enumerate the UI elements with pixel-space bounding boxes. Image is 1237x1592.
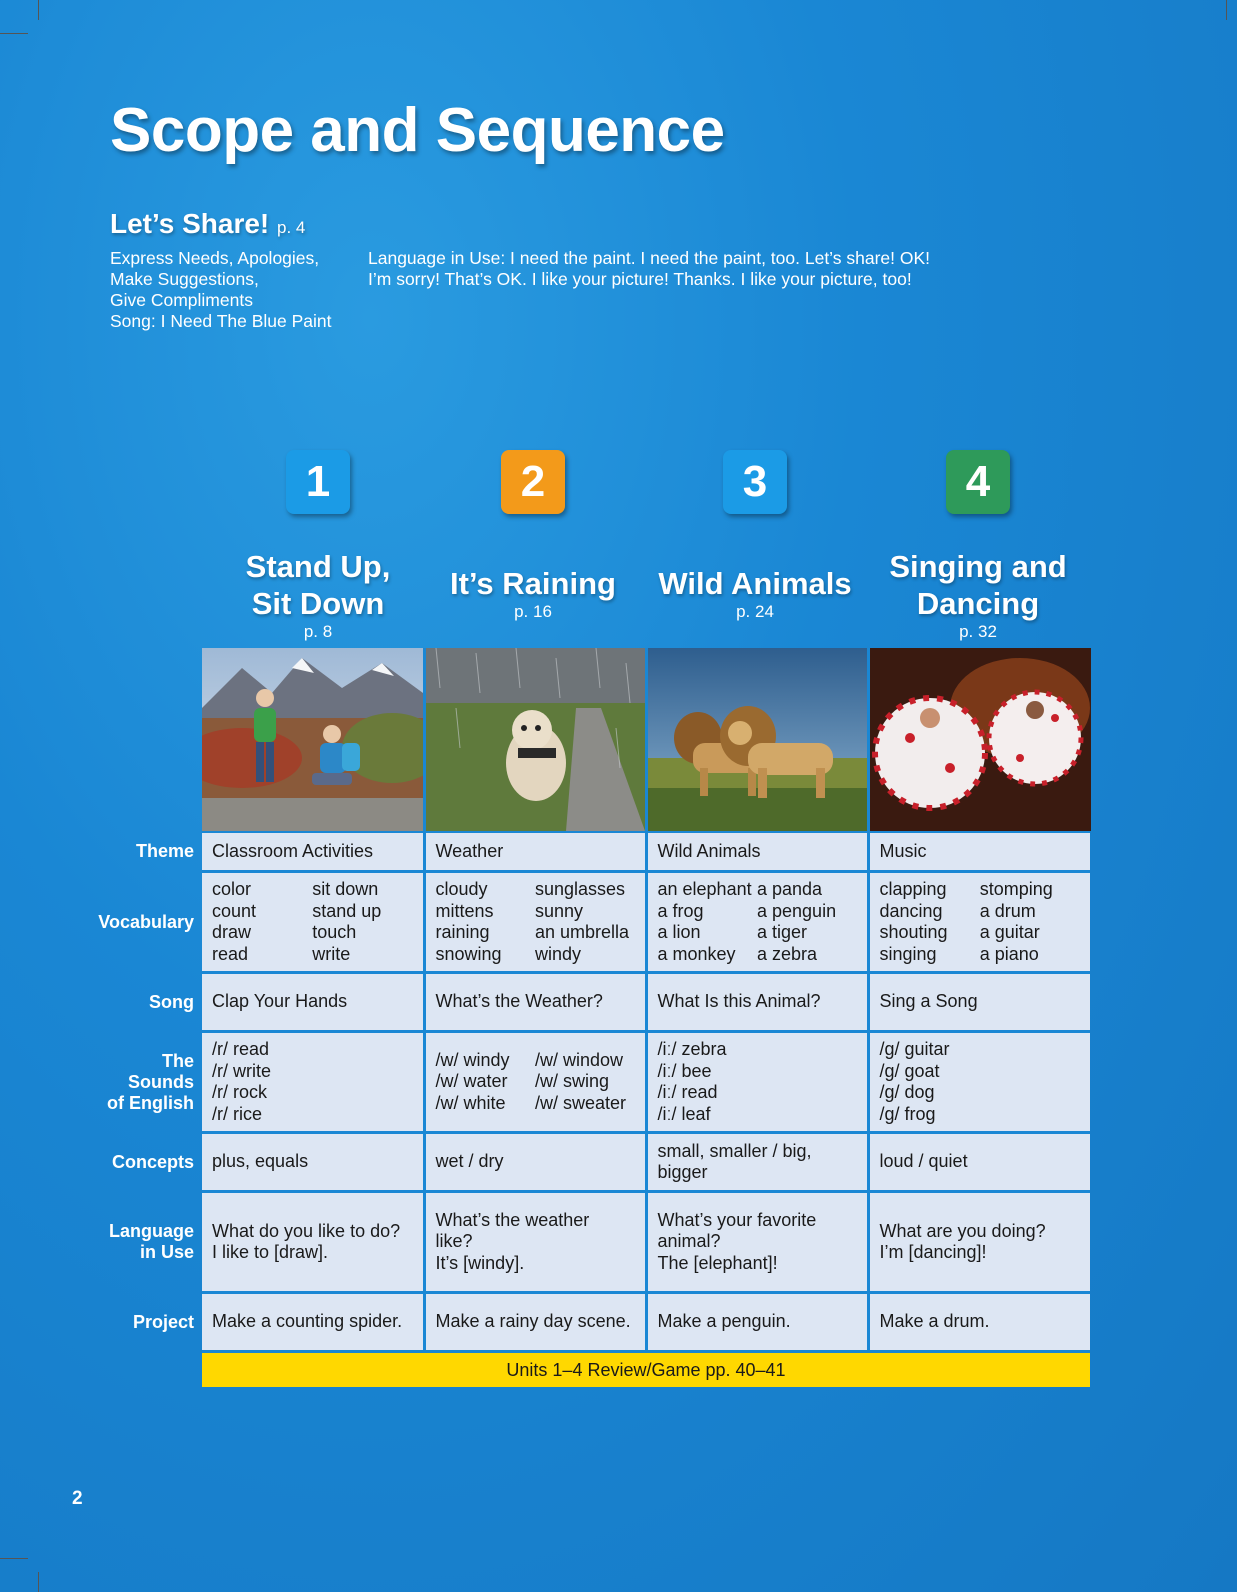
share-line: Express Needs, Apologies, xyxy=(110,248,320,268)
unit-page: p. 24 xyxy=(736,602,774,621)
language-line: What’s the weather xyxy=(435,1209,590,1230)
unit-title: Sit Down xyxy=(251,586,385,621)
song-cell: Sing a Song xyxy=(868,973,1090,1032)
unit-number-badge: 2 xyxy=(501,450,565,514)
unit-title: Singing and xyxy=(889,549,1067,584)
vocabulary-cell xyxy=(646,872,868,973)
row-label-line: of English xyxy=(107,1092,194,1113)
sound-item: /g/ frog xyxy=(879,1103,936,1124)
project-cell: Make a rainy day scene. xyxy=(424,1293,646,1352)
unit-title: It’s Raining xyxy=(450,566,616,601)
unit-page: p. 16 xyxy=(514,602,552,621)
dancers-photo xyxy=(868,648,1090,832)
sound-item: /w/ windy xyxy=(435,1049,510,1070)
vocab-word: sunglasses xyxy=(535,879,626,899)
vocabulary-cell xyxy=(202,872,424,973)
song-cell: What’s the Weather? xyxy=(424,973,646,1032)
vocabulary-row xyxy=(92,872,1090,973)
song-cell: Clap Your Hands xyxy=(202,973,424,1032)
language-line: The [elephant]! xyxy=(657,1252,778,1273)
theme-row xyxy=(92,832,1090,872)
concepts-cell xyxy=(868,1133,1090,1192)
sound-item: /iː/ zebra xyxy=(657,1039,727,1059)
concepts-cell xyxy=(202,1133,424,1192)
song-cell: What Is this Animal? xyxy=(646,973,868,1032)
vocab-word: a piano xyxy=(979,943,1039,964)
unit-4-header xyxy=(878,450,1078,642)
sounds-cell xyxy=(646,1032,868,1133)
row-label-line: The Sounds xyxy=(128,1050,194,1092)
vocab-word: write xyxy=(312,943,351,964)
vocab-word: an elephant xyxy=(657,879,752,899)
hiking-kids-photo xyxy=(202,648,424,832)
vocab-word: mittens xyxy=(435,900,494,921)
vocab-word: a monkey xyxy=(657,943,736,964)
vocab-word: a panda xyxy=(757,879,823,899)
sounds-row xyxy=(92,1032,1090,1133)
unit-3-header xyxy=(655,450,855,622)
crop-mark xyxy=(0,1558,28,1559)
sound-item: /g/ goat xyxy=(879,1060,940,1081)
language-row xyxy=(92,1192,1090,1293)
language-cell xyxy=(646,1192,868,1293)
concepts-row xyxy=(92,1133,1090,1192)
project-cell: Make a counting spider. xyxy=(202,1293,424,1352)
sound-item: /r/ read xyxy=(212,1039,270,1059)
row-label-line: Language xyxy=(108,1221,194,1241)
vocab-word: stomping xyxy=(979,879,1053,899)
vocab-word: a tiger xyxy=(757,922,808,942)
sound-item: /iː/ bee xyxy=(657,1060,712,1081)
dog-in-rain-photo xyxy=(424,648,646,832)
crop-mark xyxy=(38,1572,39,1592)
project-cell: Make a drum. xyxy=(868,1293,1090,1352)
row-label-song: Song xyxy=(149,991,194,1012)
sound-item: /w/ swing xyxy=(535,1071,610,1092)
row-label-theme: Theme xyxy=(135,841,194,862)
vocab-word: a frog xyxy=(657,900,704,921)
row-label-sounds xyxy=(92,1032,202,1133)
row-label-concepts: Concepts xyxy=(111,1151,194,1172)
lets-share-functions xyxy=(110,248,332,332)
language-line: It’s [windy]. xyxy=(435,1252,525,1273)
concept-line: bigger xyxy=(657,1162,708,1182)
share-line: Give Compliments xyxy=(110,290,253,310)
theme-cell: Wild Animals xyxy=(646,832,868,872)
language-line: animal? xyxy=(657,1231,721,1252)
language-line: I’m [dancing]! xyxy=(879,1242,987,1262)
concept-line: loud / quiet xyxy=(879,1151,968,1172)
language-cell xyxy=(424,1192,646,1293)
unit-1-header xyxy=(218,450,418,642)
lets-share-page: p. 4 xyxy=(277,218,306,237)
sound-item: /iː/ leaf xyxy=(657,1103,711,1124)
review-banner: Units 1–4 Review/Game pp. 40–41 xyxy=(202,1353,1090,1387)
language-line: What’s your favorite xyxy=(657,1209,817,1230)
row-label-project: Project xyxy=(132,1311,194,1332)
language-cell xyxy=(868,1192,1090,1293)
vocab-word: an umbrella xyxy=(535,922,630,942)
vocab-word: snowing xyxy=(435,943,502,964)
vocab-word: stand up xyxy=(312,900,382,921)
vocab-word: dancing xyxy=(879,900,943,921)
vocab-word: windy xyxy=(535,943,582,964)
vocabulary-cell xyxy=(868,872,1090,973)
sound-item: /w/ white xyxy=(435,1092,506,1113)
language-line: I like to [draw]. xyxy=(212,1242,329,1262)
vocab-word: a lion xyxy=(657,922,701,942)
concept-line: plus, equals xyxy=(212,1151,309,1172)
unit-2-header xyxy=(433,450,633,622)
vocab-word: a guitar xyxy=(979,922,1040,942)
page-title: Scope and Sequence xyxy=(110,96,725,165)
unit-number-badge: 3 xyxy=(723,450,787,514)
concepts-cell xyxy=(646,1133,868,1192)
vocab-word: color xyxy=(212,879,252,899)
unit-number-badge: 4 xyxy=(946,450,1010,514)
row-label-line: in Use xyxy=(139,1242,194,1262)
sound-item: /r/ rock xyxy=(212,1082,268,1102)
image-row xyxy=(92,648,1090,832)
row-label-vocabulary: Vocabulary xyxy=(98,911,194,932)
row-label-language xyxy=(92,1192,202,1293)
project-cell: Make a penguin. xyxy=(646,1293,868,1352)
sound-item: /r/ write xyxy=(212,1060,272,1081)
language-cell xyxy=(202,1192,424,1293)
vocab-word: sunny xyxy=(535,900,584,921)
vocabulary-cell xyxy=(424,872,646,973)
sound-item: /w/ window xyxy=(535,1049,624,1070)
review-row xyxy=(92,1352,1090,1388)
vocab-word: a penguin xyxy=(757,900,837,921)
share-line: Language in Use: I need the paint. I need the paint, too. Let’s share! OK! xyxy=(368,248,931,268)
lets-share-heading xyxy=(110,208,305,240)
vocab-word: sit down xyxy=(312,879,379,899)
vocab-word: singing xyxy=(879,943,937,964)
unit-title: Dancing xyxy=(916,586,1040,621)
theme-cell: Classroom Activities xyxy=(202,832,424,872)
sound-item: /w/ sweater xyxy=(535,1092,627,1113)
vocab-word: shouting xyxy=(879,922,948,942)
share-line: Make Suggestions, xyxy=(110,269,259,289)
vocab-word: read xyxy=(212,943,249,964)
vocab-word: raining xyxy=(435,922,490,942)
lets-share-title: Let’s Share! xyxy=(110,208,270,239)
sounds-cell xyxy=(868,1032,1090,1133)
vocab-word: draw xyxy=(212,922,252,942)
scope-table xyxy=(92,648,1090,1387)
concepts-cell xyxy=(424,1133,646,1192)
sound-item: /iː/ read xyxy=(657,1082,718,1102)
sounds-cell xyxy=(202,1032,424,1133)
unit-page: p. 8 xyxy=(303,622,333,641)
concept-line: small, smaller / big, xyxy=(657,1140,812,1161)
theme-cell: Music xyxy=(868,832,1090,872)
lets-share-language xyxy=(368,248,930,290)
sound-item: /r/ rice xyxy=(212,1103,263,1124)
crop-mark xyxy=(1226,0,1227,20)
vocab-word: clapping xyxy=(879,879,947,899)
project-row xyxy=(92,1293,1090,1352)
sound-item: /g/ dog xyxy=(879,1082,935,1102)
language-line: like? xyxy=(435,1231,473,1252)
share-line: I’m sorry! That’s OK. I like your picture! Thanks. I like your picture, too! xyxy=(368,269,912,289)
crop-mark xyxy=(38,0,39,20)
crop-mark xyxy=(0,33,28,34)
language-line: What are you doing? xyxy=(879,1220,1046,1241)
sound-item: /g/ guitar xyxy=(879,1039,950,1059)
unit-title: Wild Animals xyxy=(658,566,852,601)
vocab-word: cloudy xyxy=(435,879,488,899)
song-row xyxy=(92,973,1090,1032)
page-number: 2 xyxy=(72,1488,83,1509)
theme-cell: Weather xyxy=(424,832,646,872)
unit-title: Stand Up, xyxy=(245,549,391,584)
vocab-word: count xyxy=(212,900,257,921)
vocab-word: a drum xyxy=(979,900,1036,921)
vocab-word: touch xyxy=(312,922,357,942)
sounds-cell xyxy=(424,1032,646,1133)
language-line: What do you like to do? xyxy=(212,1220,401,1241)
vocab-word: a zebra xyxy=(757,943,818,964)
unit-number-badge: 1 xyxy=(286,450,350,514)
lions-photo xyxy=(646,648,868,832)
sound-item: /w/ water xyxy=(435,1071,508,1092)
unit-page: p. 32 xyxy=(959,622,997,641)
share-line: Song: I Need The Blue Paint xyxy=(110,311,332,331)
concept-line: wet / dry xyxy=(435,1151,504,1172)
